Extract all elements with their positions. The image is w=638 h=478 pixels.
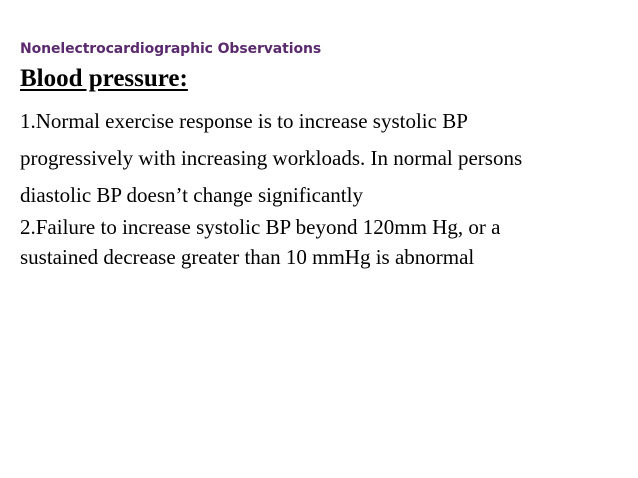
body-line-3: diastolic BP doesn’t change significantly [20,183,363,207]
body-line-4: 2.Failure to increase systolic BP beyond 120mm Hg, or a [20,215,501,239]
body-line-1: 1.Normal exercise response is to increase systolic BP [20,109,468,133]
section-title: Blood pressure: [20,65,188,92]
body-line-2: progressively with increasing workloads. In normal persons [20,146,523,170]
slide-heading: Nonelectrocardiographic Observations [20,41,322,57]
body-line-5: sustained decrease greater than 10 mmHg is abnormal [20,245,475,269]
